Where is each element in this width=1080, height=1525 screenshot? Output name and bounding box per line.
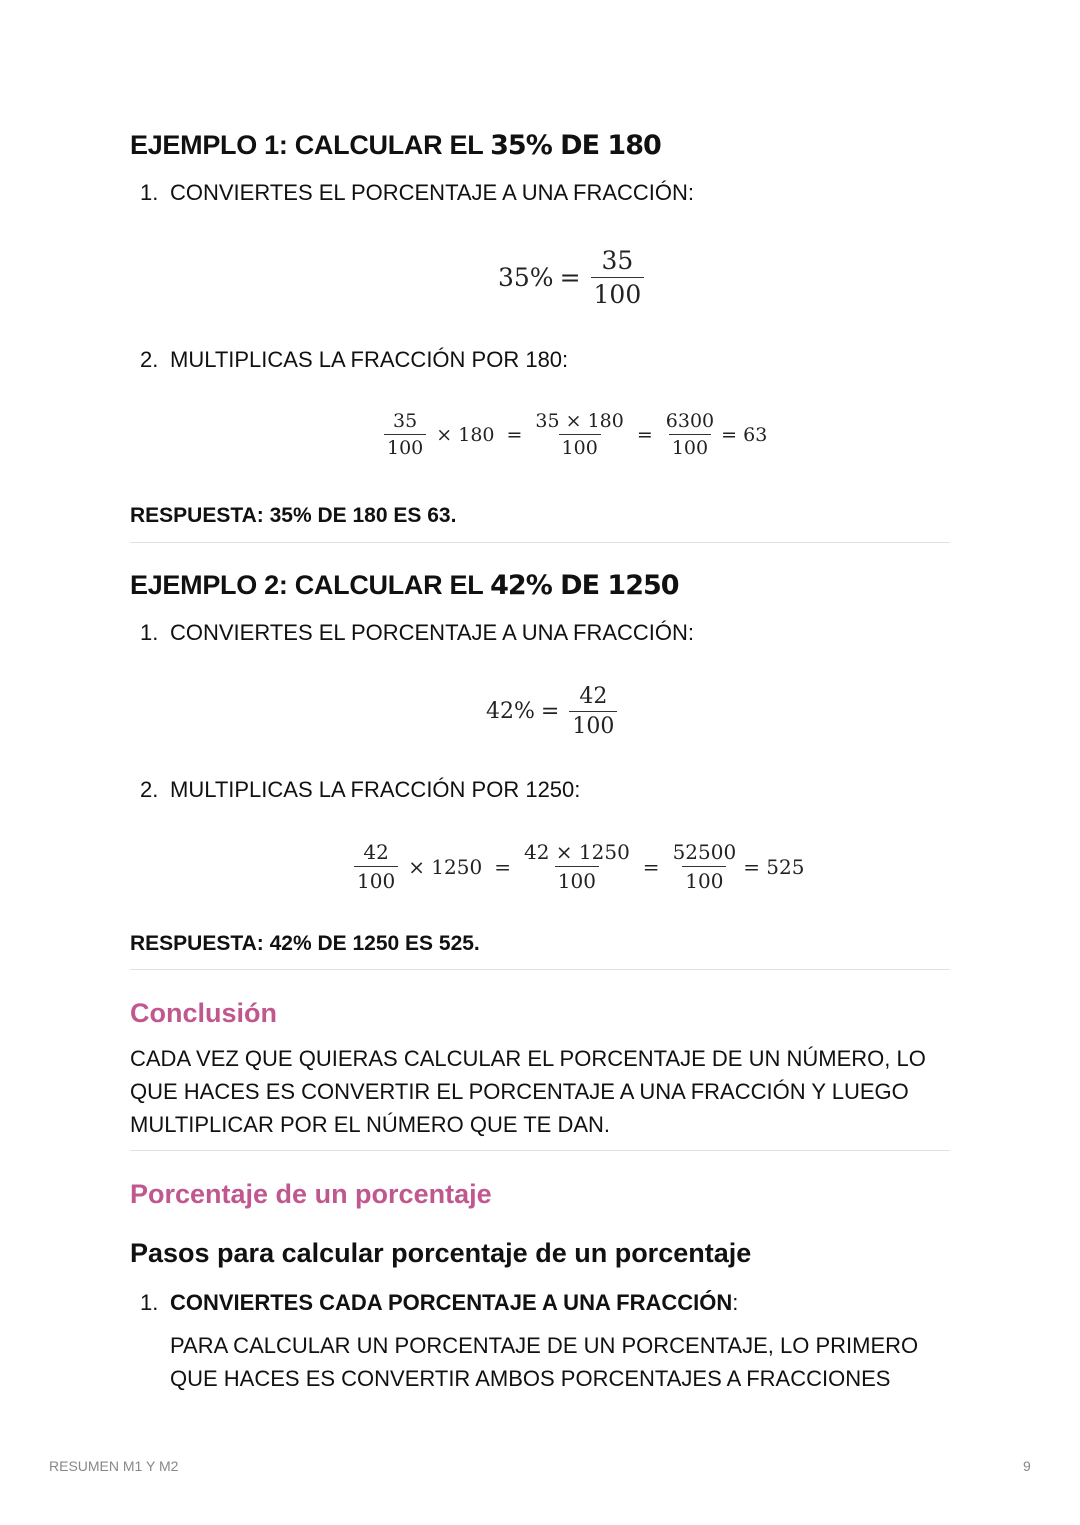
denominator: 100: [669, 434, 711, 459]
denominator: 100: [591, 277, 645, 309]
percent-step-1-text: PARA CALCULAR UN PORCENTAJE DE UN PORCENTAJE, LO PRIMERO QUE HACES ES CONVERTIR AMBOS PORCENTAJES A FRACCIONES: [170, 1333, 919, 1391]
example-2-equation-1: [486, 684, 621, 739]
step-text: MULTIPLICAS LA FRACCIÓN POR 1250:: [170, 777, 581, 802]
step-number: 1.: [140, 620, 159, 645]
example-1-answer: RESPUESTA: 35% DE 180 ES 63.: [130, 504, 457, 527]
example-2-step-2: [140, 777, 580, 803]
denominator: 100: [384, 434, 426, 459]
page-number: 9: [1023, 1458, 1031, 1474]
math-fraction: [569, 684, 617, 739]
numerator: 35: [601, 246, 634, 275]
math-fraction: [521, 840, 633, 893]
numerator: 42: [363, 840, 389, 864]
math-fraction: [663, 410, 717, 459]
percent-of-percent-heading: Porcentaje de un porcentaje: [130, 1179, 492, 1209]
divider: [130, 969, 950, 970]
example-2-step-1: [140, 620, 694, 646]
step-number: 1.: [140, 1290, 159, 1315]
step-number: 1.: [140, 180, 159, 205]
math-fraction: [354, 840, 398, 893]
example-1-heading: [130, 130, 661, 161]
math-times: × 1250: [408, 854, 483, 879]
denominator: 100: [569, 711, 617, 739]
example-1-equation-2: [380, 410, 767, 459]
math-fraction: [532, 410, 626, 459]
step-number: 2.: [140, 347, 159, 372]
example-2-equation-2: [350, 840, 804, 893]
example-2-answer: RESPUESTA: 42% DE 1250 ES 525.: [130, 932, 480, 955]
example-1-heading-prefix: EJEMPLO 1: CALCULAR EL: [130, 130, 491, 160]
math-fraction: [591, 246, 645, 309]
math-fraction: [670, 840, 740, 893]
step-colon: :: [732, 1290, 739, 1315]
math-equals: =: [506, 423, 523, 446]
math-equals: =: [559, 263, 581, 292]
step-title: CONVIERTES CADA PORCENTAJE A UNA FRACCIÓN: [170, 1290, 733, 1315]
step-text: MULTIPLICAS LA FRACCIÓN POR 180:: [170, 347, 569, 372]
conclusion-heading: Conclusión: [130, 998, 277, 1028]
step-text: CONVIERTES EL PORCENTAJE A UNA FRACCIÓN:: [170, 180, 695, 205]
denominator: 100: [559, 434, 601, 459]
percent-step-1: [140, 1290, 738, 1316]
step-text: CONVIERTES EL PORCENTAJE A UNA FRACCIÓN:: [170, 620, 695, 645]
math-equals: =: [494, 854, 511, 879]
denominator: 100: [354, 866, 398, 893]
step-number: 2.: [140, 777, 159, 802]
math-equals: =: [642, 854, 660, 879]
math-result: = 63: [721, 423, 768, 446]
example-2-heading-bold: 42% DE 1250: [490, 570, 679, 601]
math-result: = 525: [743, 854, 805, 879]
numerator: 42: [579, 684, 608, 709]
math-times: × 180: [436, 423, 495, 446]
divider: [130, 1150, 950, 1151]
example-1-step-2: [140, 347, 568, 373]
math-lhs: 35%: [498, 263, 554, 292]
example-1-heading-bold: 35% DE 180: [490, 130, 661, 161]
math-equals: =: [540, 699, 560, 724]
example-1-equation-1: [498, 246, 648, 309]
math-lhs: 42%: [486, 699, 535, 724]
numerator: 52500: [672, 840, 737, 864]
steps-subheading: Pasos para calcular porcentaje de un porcentaje: [130, 1238, 752, 1268]
numerator: 42 × 1250: [523, 840, 630, 864]
example-2-heading: [130, 570, 679, 601]
denominator: 100: [682, 866, 726, 893]
numerator: 6300: [665, 410, 715, 432]
conclusion-text: CADA VEZ QUE QUIERAS CALCULAR EL PORCENTAJE DE UN NÚMERO, LO QUE HACES ES CONVERTIR EL PORCENTAJE A UNA FRACCIÓN Y LUEGO MULTIPLICAR POR EL NÚMERO QUE TE DAN.: [130, 1046, 926, 1137]
footer-title: RESUMEN M1 Y M2: [49, 1458, 179, 1474]
numerator: 35: [393, 410, 418, 432]
denominator: 100: [555, 866, 599, 893]
divider: [130, 542, 950, 543]
math-fraction: [384, 410, 426, 459]
numerator: 35 × 180: [535, 410, 624, 432]
example-1-step-1: [140, 180, 694, 206]
example-2-heading-prefix: EJEMPLO 2: CALCULAR EL: [130, 570, 491, 600]
math-equals: =: [636, 423, 653, 446]
